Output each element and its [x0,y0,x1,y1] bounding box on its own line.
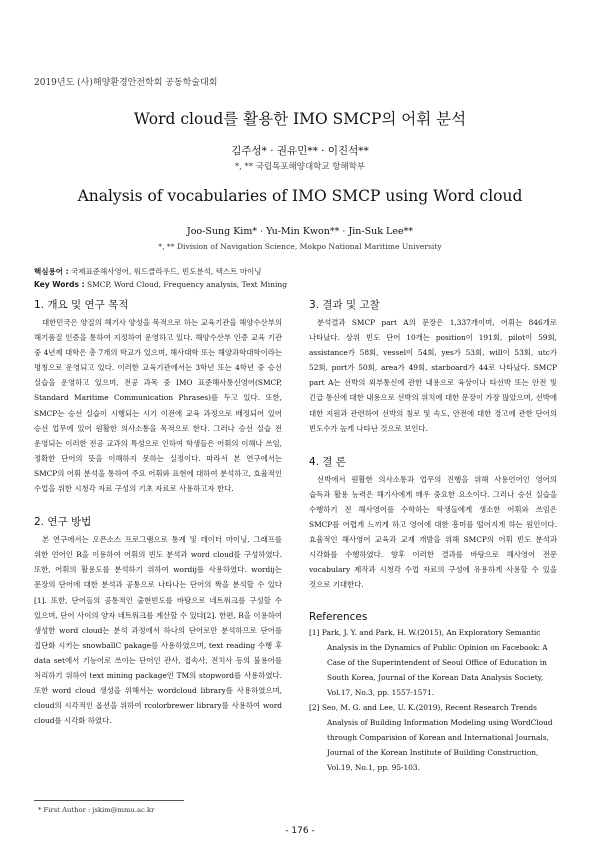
keywords-korean [34,266,262,277]
section-3-body: 분석결과 SMCP part A의 문장은 1,337개이며, 어휘는 846개로 나타났다. 상위 빈도 단어 10개는 position이 191회, pilot이 59회, assistance가 58회, vessel이 54회, yes가 53회, will이 53회, utc가 52회, port가 50회, area가 49회, starboard가 44로 나타났다. SMCP part A는 선박의 외부통신에 관한 내용으로 육상이나 타선박 또는 안전 및 긴급 통신에 대한 내용으로 선박의 위치에 대한 문장이 가장 많았으며, 선박에 대한 지원과 관련하여 선박의 침로 및 속도, 안전에 대한 경고에 관한 단어의 빈도수가 높게 나타난 것으로 보인다. [309,318,557,433]
footnote-divider [34,800,184,801]
affiliation-korean: *, ** 국립목포해양대학교 항해학부 [234,162,366,172]
keywords-english [34,280,287,289]
section-4-title: 4. 결 론 [309,455,346,468]
affiliation-english: *, ** Division of Navigation Science, Mokpo National Maritime University [158,242,442,251]
keywords-english-label: Key Words : [34,280,85,289]
page-number: - 176 - [285,826,315,836]
keywords-english-text: SMCP, Word Cloud, Frequency analysis, Text Mining [86,280,288,289]
reference-item: [1] Park, J. Y. and Park, H. W.(2015), An Exploratory Semantic Analysis in the Dynamics of Public Opinion on Facebook: A Case of the Superintendent of Seoul Office of Education in South Korea, Journal of the Korean Data Analysis Society, Vol.17, No.3, pp. 1557-1571. [309,627,548,697]
footnote: * First Author : jskim@mmu.ac.kr [38,806,155,814]
section-3-title: 3. 결과 및 고찰 [309,299,380,311]
authors-english: Joo-Sung Kim* · Yu-Min Kwon** · Jin-Suk Lee** [186,226,414,237]
conference-header: 2019년도 (사)해양환경안전학회 공동학술대회 [34,78,218,88]
section-1-title: 1. 개요 및 연구 목적 [34,299,129,311]
keywords-korean-text: 국제표준해사영어, 워드클라우드, 빈도분석, 텍스트 마이닝 [70,267,262,276]
title-english: Analysis of vocabularies of IMO SMCP using Word cloud [77,187,523,205]
section-1-body: 대한민국은 양질의 해기사 양성을 목적으로 하는 교육기관을 해양수산부의 해기품질 인증을 통하여 지정하여 운영하고 있다. 해양수산부 인증 교육 기관 중 4년제 대학은 총 7개의 학교가 있으며, 해사대학 또는 해양과학대학이라는 명칭으로 운영되고 있다. 이러한 교육기관에서는 3학년 또는 4학년 중 승선 실습을 운영하고 있으며, 전공 과목 중 IMO 표준해사통신영어(SMCP, Standard Maritime Communication Phrases)를 두고 있다. 또한, SMCP는 승선 실습이 시행되는 시기 이전에 교육 과정으로 배정되어 있어 승선 업무에 있어 원활한 의사소통을 목적으로 한다. 그러나 승선 실습 전 운영되는 이러한 전공 교과의 특성으로 인하여 학생들은 어휘의 이해나 쓰임, 정확한 단어의 뜻을 이해하지 못하는 실정이다. 따라서 본 연구에서는 SMCP의 어휘 분석을 통하여 주요 어휘와 표현에 대하여 분석하고, 효율적인 수업을 위한 시청각 자료 구성의 기초 자료로 사용하고자 한다. [34,318,282,494]
left-column [34,297,282,728]
section-2-body: 본 연구에서는 오픈소스 프로그램으로 통계 및 데이터 마이닝, 그래프를 위한 언어인 R을 이용하여 어휘의 빈도 분석과 word cloud를 구성하였다. 또한, 어휘의 활용도를 분석하기 위하여 wordij를 사용하였다. wordij는 문장의 단어에 대한 분석과 공통으로 나타나는 단어의 짝을 분석할 수 있다[1]. 또한, 단어들의 공통적인 출현빈도를 바탕으로 네트워크를 구성할 수 있으며, 단어 사이의 양자 네트워크를 계산할 수 있다[2]. 한편, R을 이용하여 생성한 word cloud는 분석 과정에서 하나의 단어로만 분석하므로 단어를 집단화 시키는 snowballC pakage를 사용하였으며, text reading 수행 후 data set에서 기능어로 쓰이는 단어인 관사, 접속사, 전치사 등의 불용어를 처리하기 위하여 text mining package인 TM의 stopword를 사용하였다. 또한 word cloud 생성을 위해서는 wordcloud library를 사용하였으며, cloud의 시각적인 옵션을 위하여 rcolorbrewer library를 사용하여 word cloud를 시각화 하였다. [34,535,282,726]
right-column [309,297,557,775]
reference-item: [2] Seo, M. G. and Lee, U. K.(2019), Recent Research Trends Analysis of Building Information Modeling using WordCloud through Comparision of Korean and International Journals, Journal of the Korean Institute of Building Construction, Vol.19, No.1, pp. 95-103. [309,702,553,773]
keywords-korean-label: 핵심용어 : [34,267,69,276]
references-title: References [309,610,368,623]
title-korean: Word cloud를 활용한 IMO SMCP의 어휘 분석 [133,110,467,128]
authors-korean: 김주성* · 권유민** · 이진석** [231,145,369,157]
section-2-title: 2. 연구 방법 [34,516,92,529]
section-4-body: 선박에서 원활한 의사소통과 업무의 진행을 위해 사용언어인 영어의 습득과 활용 능력은 해기사에게 매우 중요한 요소이다. 그러나 승선 실습을 수행하기 전 해사영어를 수학하는 학생들에게 생소한 어휘와 쓰임은 SMCP를 어렵게 느끼게 하고 영어에 대한 흥미를 떨어지게 하는 원인이다. 효율적인 해사영어 교육과 교재 개발을 위해 SMCP의 어휘 빈도 분석과 시각화를 수행하였다. 향후 이러한 결과를 바탕으로 해사영어 전문 vocabulary 제작과 시청각 수업 자료의 구성에 유용하게 사용할 수 있을 것으로 기대한다. [309,474,557,590]
